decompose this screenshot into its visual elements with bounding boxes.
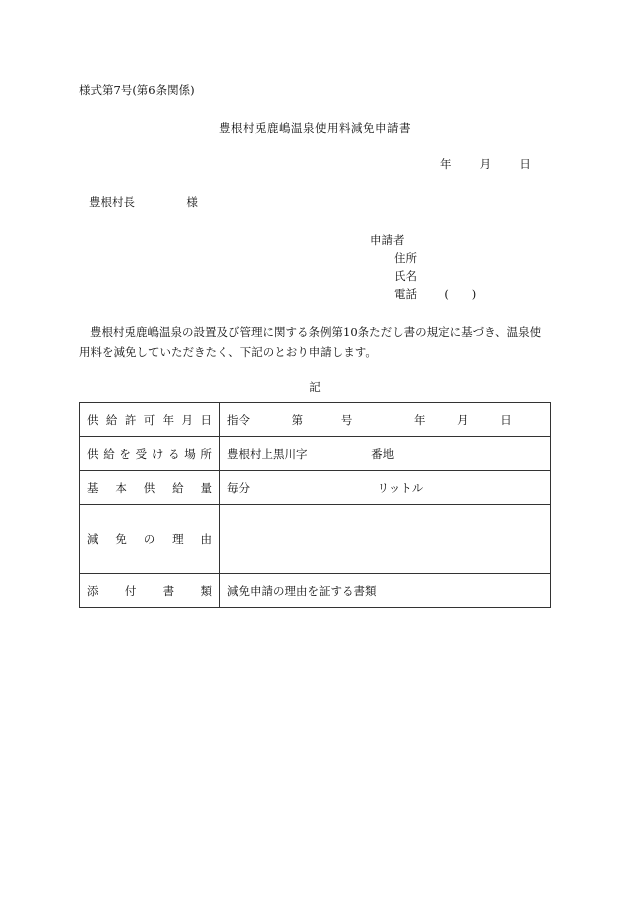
value-part: 月: [457, 412, 469, 427]
addressee-name: 豊根村長: [89, 195, 135, 209]
row-label: [80, 574, 220, 608]
row-label-text: [87, 531, 212, 547]
row-label: [80, 471, 220, 505]
row-value: [220, 574, 551, 608]
table-row: [80, 471, 551, 505]
row-label: [80, 437, 220, 471]
ki-heading: 記: [309, 380, 321, 394]
label-char: 場: [184, 446, 196, 461]
applicant-block: [370, 231, 476, 303]
date-month-label: 月: [479, 157, 492, 171]
label-char: 許: [124, 412, 137, 427]
table-row: [80, 505, 551, 574]
label-char: 書: [162, 583, 175, 598]
label-char: 所: [200, 446, 212, 461]
value-part: 番地: [371, 446, 395, 461]
applicant-phone-line: [370, 285, 476, 303]
table-row: [80, 403, 551, 437]
label-char: 給: [172, 480, 184, 495]
value-part: 号: [340, 412, 353, 427]
date-year-label: 年: [440, 157, 452, 171]
row-label-text: [87, 446, 212, 462]
label-char: 添: [87, 583, 99, 598]
addressee-honorific: 様: [186, 195, 198, 209]
applicant-address-label: 住所: [394, 251, 417, 265]
label-char: 年: [162, 412, 175, 427]
label-char: を: [119, 446, 131, 461]
label-char: る: [168, 446, 180, 461]
value-part: 指令: [227, 412, 250, 427]
row-label-text: [87, 583, 212, 599]
label-char: 受: [135, 446, 148, 461]
label-char: 供: [87, 412, 99, 427]
label-char: 可: [143, 412, 156, 427]
info-table: [79, 402, 551, 608]
label-char: 付: [124, 583, 137, 598]
label-char: 本: [115, 480, 127, 495]
label-char: 理: [172, 532, 184, 546]
row-value: [220, 403, 551, 437]
row-value: [220, 471, 551, 505]
row-label-text: [87, 480, 212, 496]
applicant-name-label: 氏名: [394, 269, 417, 283]
applicant-heading: 申請者: [370, 233, 405, 247]
row-label: [80, 505, 220, 574]
label-char: 由: [200, 532, 212, 546]
label-char: 日: [200, 412, 212, 427]
value-part: 豊根村上黒川字: [227, 446, 308, 461]
document-title: 豊根村兎鹿嶋温泉使用料減免申請書: [219, 121, 411, 135]
label-char: 免: [115, 532, 127, 546]
applicant-phone-label: 電話: [394, 287, 417, 301]
addressee: [89, 194, 198, 210]
label-char: 月: [181, 412, 194, 427]
value-part: 毎分: [227, 480, 250, 495]
form-number: 様式第7号(第6条関係): [79, 83, 195, 97]
applicant-phone-paren: ( ): [444, 287, 477, 301]
date-line: [440, 156, 531, 172]
row-value: [220, 505, 551, 574]
label-char: の: [143, 532, 156, 546]
label-char: 供: [143, 480, 156, 495]
table-row: [80, 574, 551, 608]
value-part: 日: [500, 412, 512, 427]
row-value: [220, 437, 551, 471]
value-part: リットル: [377, 480, 424, 495]
table-row: [80, 437, 551, 471]
label-char: 基: [87, 480, 99, 495]
label-char: 量: [200, 480, 212, 495]
value-part: 第: [291, 412, 304, 427]
label-char: け: [151, 446, 164, 461]
value-part: 減免申請の理由を証する書類: [227, 583, 377, 598]
label-char: 減: [87, 532, 99, 546]
row-label: [80, 403, 220, 437]
label-char: 供: [87, 446, 99, 461]
value-part: 年: [413, 412, 426, 427]
label-char: 給: [103, 446, 115, 461]
label-char: 類: [200, 583, 212, 598]
label-char: 給: [105, 412, 118, 427]
row-label-text: [87, 412, 212, 428]
body-text: 豊根村兎鹿嶋温泉の設置及び管理に関する条例第10条ただし書の規定に基づき、温泉使用料を減免していただきたく、下記のとおり申請します。: [79, 325, 542, 359]
date-day-label: 日: [519, 157, 531, 171]
